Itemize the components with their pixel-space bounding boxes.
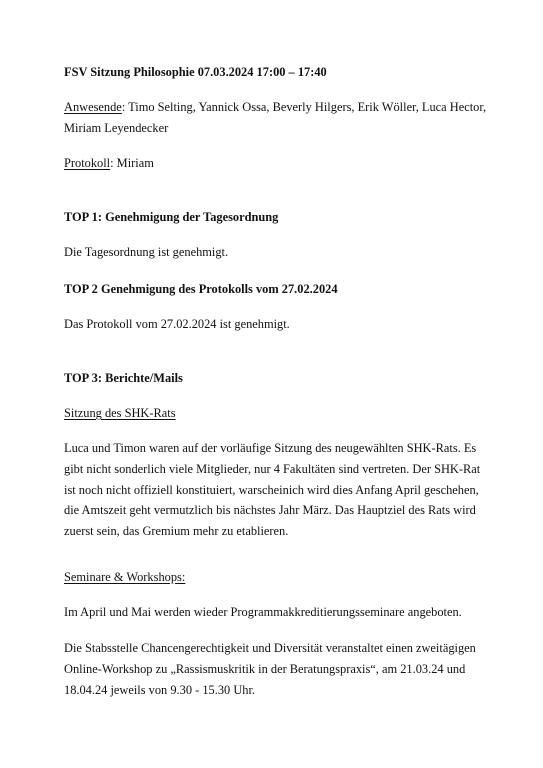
seminars-line: Online-Workshop zu „Rassismuskritik in der Beratungspraxis“, am 21.03.24 und [64,661,466,676]
protocol-value: : Miriam [110,156,154,170]
top1-heading: TOP 1: Genehmigung der Tagesordnung [64,210,279,224]
document-title: FSV Sitzung Philosophie 07.03.2024 17:00 – 17:40 [64,65,327,79]
protocol-label: Protokoll [64,156,111,170]
seminars-subheading: Seminare & Workshops: [64,570,186,584]
attendance-line [64,97,487,118]
seminars-line: 18.04.24 jeweils von 9.30 - 15.30 Uhr. [64,682,256,697]
shk-line: die Amtszeit geht vermutzlich bis nächstes Jahr März. Das Hauptziel des Rats wird [64,503,476,518]
seminars-paragraph-1: Im April und Mai werden wieder Programmakkreditierungsseminare angeboten. [64,605,462,619]
shk-line: ist noch nicht offiziell konstituiert, warscheinich wird dies Anfang April geschehen, [64,482,479,497]
shk-subheading: Sitzung des SHK-Rats [64,406,176,420]
seminars-line: Die Stabsstelle Chancengerechtigkeit und Diversität veranstaltet einen zweitägigen [64,641,476,655]
attendance-names-continued: Miriam Leyendecker [64,121,169,135]
top2-heading: TOP 2 Genehmigung des Protokolls vom 27.02.2024 [64,282,338,296]
shk-line: gibt nicht sonderlich viele Mitglieder, nur 4 Fakultäten sind vertreten. Der SHK-Rat [64,461,481,476]
shk-line: Luca und Timon waren auf der vorläufige Sitzung des neugewählten SHK-Rats. Es [64,441,477,455]
top2-text: Das Protokoll vom 27.02.2024 ist genehmigt. [64,317,290,331]
attendance-label: Anwesende [64,100,122,114]
top3-heading: TOP 3: Berichte/Mails [64,371,183,385]
shk-line: zuerst sein, das Gremium mehr zu etablieren. [64,524,289,539]
seminars-paragraph-2 [64,638,492,700]
top1-text: Die Tagesordnung ist genehmigt. [64,245,229,259]
attendance-names: : Timo Selting, Yannick Ossa, Beverly Hilgers, Erik Wöller, Luca Hector, [121,100,487,114]
shk-paragraph [64,438,492,542]
protocol-line [64,153,484,174]
